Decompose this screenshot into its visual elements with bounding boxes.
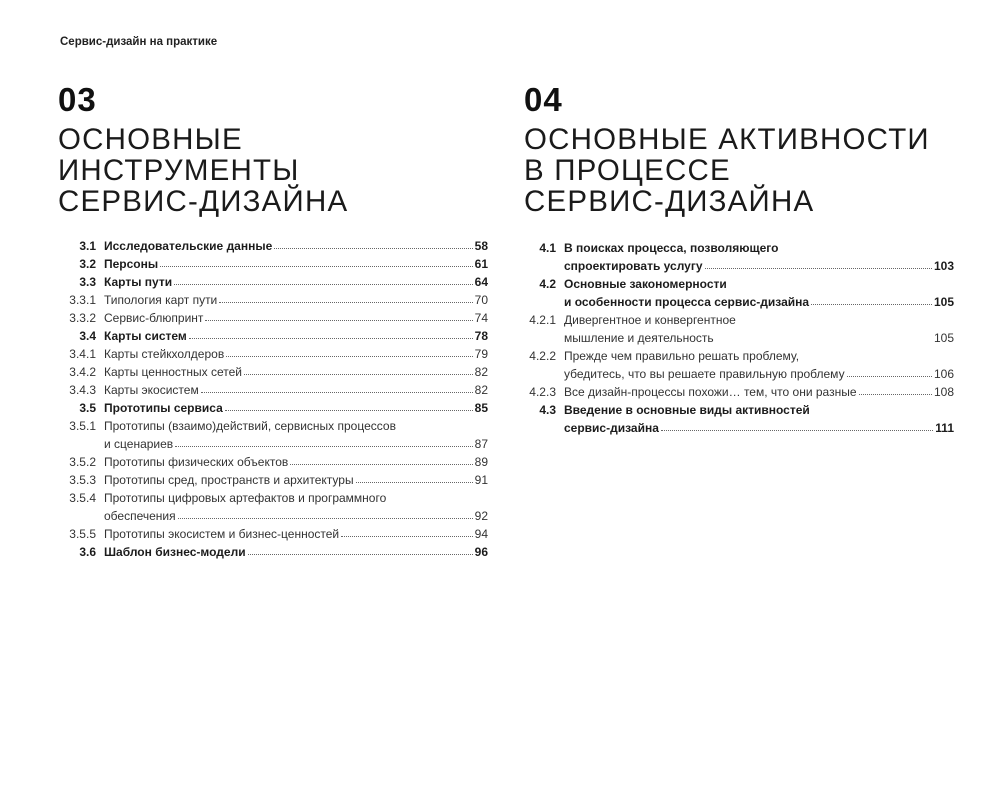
toc-page-number: 94 xyxy=(474,527,488,541)
toc-entry-number: 3.5.2 xyxy=(69,455,96,469)
toc-page-number: 92 xyxy=(474,509,488,523)
toc-entry-number: 3.3.1 xyxy=(69,293,96,307)
toc-entry-number: 4.2.2 xyxy=(529,349,556,363)
toc-page-number: 111 xyxy=(935,421,954,435)
toc-page-number: 103 xyxy=(933,259,954,273)
toc-entry-number: 3.5.3 xyxy=(69,473,96,487)
toc-entry-number: 3.6 xyxy=(79,545,96,559)
dot-leader xyxy=(859,393,932,395)
toc-entry xyxy=(526,239,954,275)
toc-page-number: 82 xyxy=(474,383,488,397)
chapter-number: 03 xyxy=(58,81,97,118)
dot-leader xyxy=(219,301,472,303)
dot-leader xyxy=(248,553,473,555)
dot-leader xyxy=(274,247,472,249)
toc-chapter-04 xyxy=(526,239,954,437)
dot-leader xyxy=(356,481,473,483)
chapter-title xyxy=(58,124,490,217)
toc-entry-title: сервис-дизайна xyxy=(564,421,659,435)
chapter-03-header xyxy=(58,82,490,217)
toc-entry xyxy=(60,255,488,273)
dot-leader xyxy=(290,463,472,465)
toc-entry-title: Основные закономерности xyxy=(564,277,727,291)
dot-leader xyxy=(225,409,473,411)
toc-entry xyxy=(60,273,488,291)
toc-entry-title: Прототипы сервиса xyxy=(104,401,223,415)
dot-leader xyxy=(661,429,933,431)
toc-page-number: 58 xyxy=(474,239,488,253)
toc-chapter-03 xyxy=(60,237,488,561)
toc-entry-number: 3.5 xyxy=(79,401,96,415)
toc-page-number: 96 xyxy=(474,545,488,559)
toc-entry-number: 3.4.1 xyxy=(69,347,96,361)
toc-page-number: 106 xyxy=(933,367,954,381)
toc-page-number: 105 xyxy=(933,295,954,309)
dot-leader xyxy=(174,283,473,285)
toc-entry xyxy=(526,383,954,401)
chapter-title-line: ОСНОВНЫЕ xyxy=(58,123,243,156)
chapter-title-line: В ПРОЦЕССЕ xyxy=(524,154,731,187)
toc-entry xyxy=(60,381,488,399)
toc-entry-title: Введение в основные виды активностей xyxy=(564,403,810,417)
toc-entry xyxy=(60,471,488,489)
toc-entry xyxy=(60,291,488,309)
toc-entry-title: Все дизайн-процессы похожи… тем, что они разные xyxy=(564,385,857,399)
toc-entry-title: Прототипы физических объектов xyxy=(104,455,289,469)
chapter-title-line: ИНСТРУМЕНТЫ xyxy=(58,154,300,187)
dot-leader xyxy=(175,445,472,447)
chapter-title xyxy=(524,124,956,217)
toc-entry-title: и особенности процесса сервис-дизайна xyxy=(564,295,810,309)
toc-entry-number: 3.3.2 xyxy=(69,311,96,325)
toc-entry-title: Исследовательские данные xyxy=(104,239,273,253)
chapter-title-line: ОСНОВНЫЕ АКТИВНОСТИ xyxy=(524,123,930,156)
toc-entry-title: Шаблон бизнес-модели xyxy=(104,545,246,559)
dot-leader xyxy=(716,340,932,341)
toc-entry-title: Карты пути xyxy=(104,275,173,289)
toc-entry-title: Карты экосистем xyxy=(104,383,199,397)
toc-entry-number: 3.4.2 xyxy=(69,365,96,379)
toc-entry xyxy=(60,489,488,525)
toc-entry-title: спроектировать услугу xyxy=(564,259,703,273)
dot-leader xyxy=(847,375,932,377)
toc-entry xyxy=(60,363,488,381)
toc-entry-title: Карты ценностных сетей xyxy=(104,365,242,379)
toc-entry xyxy=(60,237,488,255)
toc-entry-number: 4.1 xyxy=(539,241,556,255)
toc-entry-title: Персоны xyxy=(104,257,159,271)
toc-entry-title: Прототипы (взаимо)действий, сервисных процессов xyxy=(104,419,396,433)
running-head: Сервис-дизайн на практике xyxy=(60,36,218,48)
dot-leader xyxy=(160,265,473,267)
dot-leader xyxy=(201,391,473,393)
toc-page-number: 70 xyxy=(474,293,488,307)
toc-page-number: 87 xyxy=(474,437,488,451)
toc-entry-title: Прототипы экосистем и бизнес-ценностей xyxy=(104,527,340,541)
chapter-number: 04 xyxy=(524,81,563,118)
toc-entry xyxy=(526,401,954,437)
toc-entry-number: 4.3 xyxy=(539,403,556,417)
toc-page-number: 91 xyxy=(474,473,488,487)
chapter-title-line: СЕРВИС-ДИЗАЙНА xyxy=(58,185,349,218)
toc-entry-title: Сервис-блюпринт xyxy=(104,311,204,325)
dot-leader xyxy=(205,319,472,321)
toc-page-number: 108 xyxy=(933,385,954,399)
toc-entry-number: 4.2 xyxy=(539,277,556,291)
toc-page-number: 85 xyxy=(474,401,488,415)
toc-entry-title: Карты стейкхолдеров xyxy=(104,347,225,361)
toc-entry-number: 3.5.1 xyxy=(69,419,96,433)
dot-leader xyxy=(244,373,473,375)
toc-entry-title: Прежде чем правильно решать проблему, xyxy=(564,349,800,363)
toc-entry-title: Карты систем xyxy=(104,329,187,343)
toc-entry-title: мышление и деятельность xyxy=(564,331,714,345)
toc-page-number: 74 xyxy=(474,311,488,325)
toc-entry-title: Прототипы сред, пространств и архитектуры xyxy=(104,473,354,487)
toc-entry-number: 3.2 xyxy=(79,257,96,271)
dot-leader xyxy=(189,337,473,339)
toc-entry xyxy=(60,309,488,327)
toc-entry xyxy=(60,453,488,471)
toc-entry xyxy=(60,525,488,543)
toc-entry-number: 3.4 xyxy=(79,329,96,343)
toc-entry-number: 3.3 xyxy=(79,275,96,289)
toc-entry xyxy=(526,347,954,383)
toc-entry-number: 3.5.5 xyxy=(69,527,96,541)
toc-page-number: 61 xyxy=(474,257,488,271)
chapter-title-line: СЕРВИС-ДИЗАЙНА xyxy=(524,185,815,218)
toc-entry-number: 3.5.4 xyxy=(69,491,96,505)
dot-leader xyxy=(811,303,932,305)
dot-leader xyxy=(226,355,472,357)
toc-entry xyxy=(60,543,488,561)
toc-entry-number: 3.4.3 xyxy=(69,383,96,397)
toc-entry xyxy=(60,345,488,363)
toc-entry-number: 4.2.3 xyxy=(529,385,556,399)
toc-page-number: 89 xyxy=(474,455,488,469)
toc-page-number: 78 xyxy=(474,329,488,343)
toc-entry-title: обеспечения xyxy=(104,509,176,523)
toc-entry-title: Дивергентное и конвергентное xyxy=(564,313,736,327)
toc-entry xyxy=(60,417,488,453)
toc-entry-title: и сценариев xyxy=(104,437,174,451)
toc-entry-title: Прототипы цифровых артефактов и программного xyxy=(104,491,387,505)
toc-entry-title: убедитесь, что вы решаете правильную проблему xyxy=(564,367,845,381)
chapter-04-header xyxy=(524,82,956,217)
toc-entry-title: В поисках процесса, позволяющего xyxy=(564,241,779,255)
toc-page-number: 64 xyxy=(474,275,488,289)
toc-entry-number: 3.1 xyxy=(79,239,96,253)
toc-entry xyxy=(60,327,488,345)
toc-entry xyxy=(526,311,954,347)
toc-entry-title: Типология карт пути xyxy=(104,293,218,307)
toc-page-number: 105 xyxy=(933,331,954,345)
toc-page-number: 79 xyxy=(474,347,488,361)
dot-leader xyxy=(705,267,932,269)
dot-leader xyxy=(178,517,473,519)
toc-page-number: 82 xyxy=(474,365,488,379)
toc-entry xyxy=(526,275,954,311)
toc-entry-number: 4.2.1 xyxy=(529,313,556,327)
toc-entry xyxy=(60,399,488,417)
dot-leader xyxy=(341,535,473,537)
